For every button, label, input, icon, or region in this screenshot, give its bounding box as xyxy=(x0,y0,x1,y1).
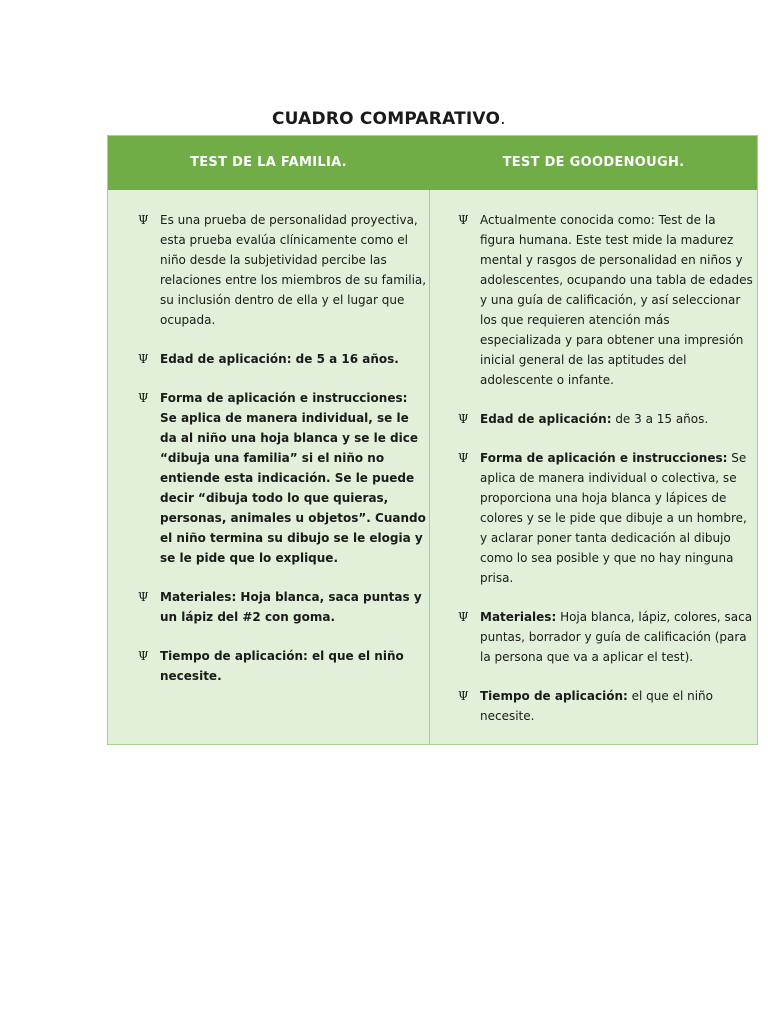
psi-bullet-icon: Ψ xyxy=(458,610,469,624)
list-item xyxy=(138,587,428,627)
item-label: Edad de aplicación: xyxy=(480,412,612,426)
goodenough-test-column xyxy=(458,210,754,745)
column-header-family-test: TEST DE LA FAMILIA. xyxy=(190,155,347,170)
psi-bullet-icon: Ψ xyxy=(138,649,149,663)
title-period: . xyxy=(500,109,506,129)
item-label: Edad de aplicación: de 5 a 16 años. xyxy=(160,352,399,366)
comparison-table xyxy=(107,135,758,745)
psi-bullet-icon: Ψ xyxy=(138,590,149,604)
list-item xyxy=(458,409,754,429)
item-text: Se aplica de manera individual o colectiva, se proporciona una hoja blanca y lápices de colores y se le pide que dibuje a un hombre, y aclarar poner tanta dedicación al dibujo como lo sea posible y que no hay ninguna prisa. xyxy=(480,451,747,585)
title-text: CUADRO COMPARATIVO xyxy=(272,109,501,129)
item-label: Materiales: Hoja blanca, saca puntas y un lápiz del #2 con goma. xyxy=(160,590,422,624)
list-item xyxy=(138,349,428,369)
item-label: Forma de aplicación e instrucciones: Se aplica de manera individual, se le da al niño una hoja blanca y se le dice “dibuja una familia” si el niño no entiende esta indicación. Se le puede decir “dibuja todo lo que quieras, personas, animales u objetos”. Cuando el niño termina su dibujo se le elogia y se le pide que lo explique. xyxy=(160,391,426,565)
list-item xyxy=(138,646,428,686)
column-header-goodenough-test: TEST DE GOODENOUGH. xyxy=(502,155,685,170)
psi-bullet-icon: Ψ xyxy=(458,213,469,227)
list-item xyxy=(458,210,754,390)
table-header-row xyxy=(108,136,757,190)
list-item xyxy=(458,607,754,667)
psi-bullet-icon: Ψ xyxy=(458,451,469,465)
column-divider xyxy=(429,190,430,744)
page-title xyxy=(272,109,506,129)
item-label: Tiempo de aplicación: xyxy=(480,689,628,703)
psi-bullet-icon: Ψ xyxy=(138,391,149,405)
list-item xyxy=(458,448,754,588)
psi-bullet-icon: Ψ xyxy=(138,352,149,366)
psi-bullet-icon: Ψ xyxy=(138,213,149,227)
item-label: Forma de aplicación e instrucciones: xyxy=(480,451,728,465)
psi-bullet-icon: Ψ xyxy=(458,689,469,703)
family-test-column xyxy=(138,210,428,705)
psi-bullet-icon: Ψ xyxy=(458,412,469,426)
item-label: Tiempo de aplicación: el que el niño necesite. xyxy=(160,649,404,683)
list-item xyxy=(458,686,754,726)
item-text: Actualmente conocida como: Test de la figura humana. Este test mide la madurez mental y rasgos de personalidad en niños y adolescentes, ocupando una tabla de edades y una guía de calificación, y así seleccionar los que requieren atención más especializada y para obtener una impresión inicial general de las aptitudes del adolescente o infante. xyxy=(480,213,753,387)
list-item xyxy=(138,210,428,330)
item-text: el que el niño necesite. xyxy=(480,689,713,723)
item-text: Hoja blanca, lápiz, colores, saca puntas, borrador y guía de calificación (para la persona que va a aplicar el test). xyxy=(480,610,753,664)
item-text: Es una prueba de personalidad proyectiva, esta prueba evalúa clínicamente como el niño desde la subjetividad percibe las relaciones entre los miembros de su familia, su inclusión dentro de ella y el lugar que ocupada. xyxy=(160,213,427,327)
list-item xyxy=(138,388,428,568)
item-label: Materiales: xyxy=(480,610,557,624)
item-text: de 3 a 15 años. xyxy=(611,412,709,426)
